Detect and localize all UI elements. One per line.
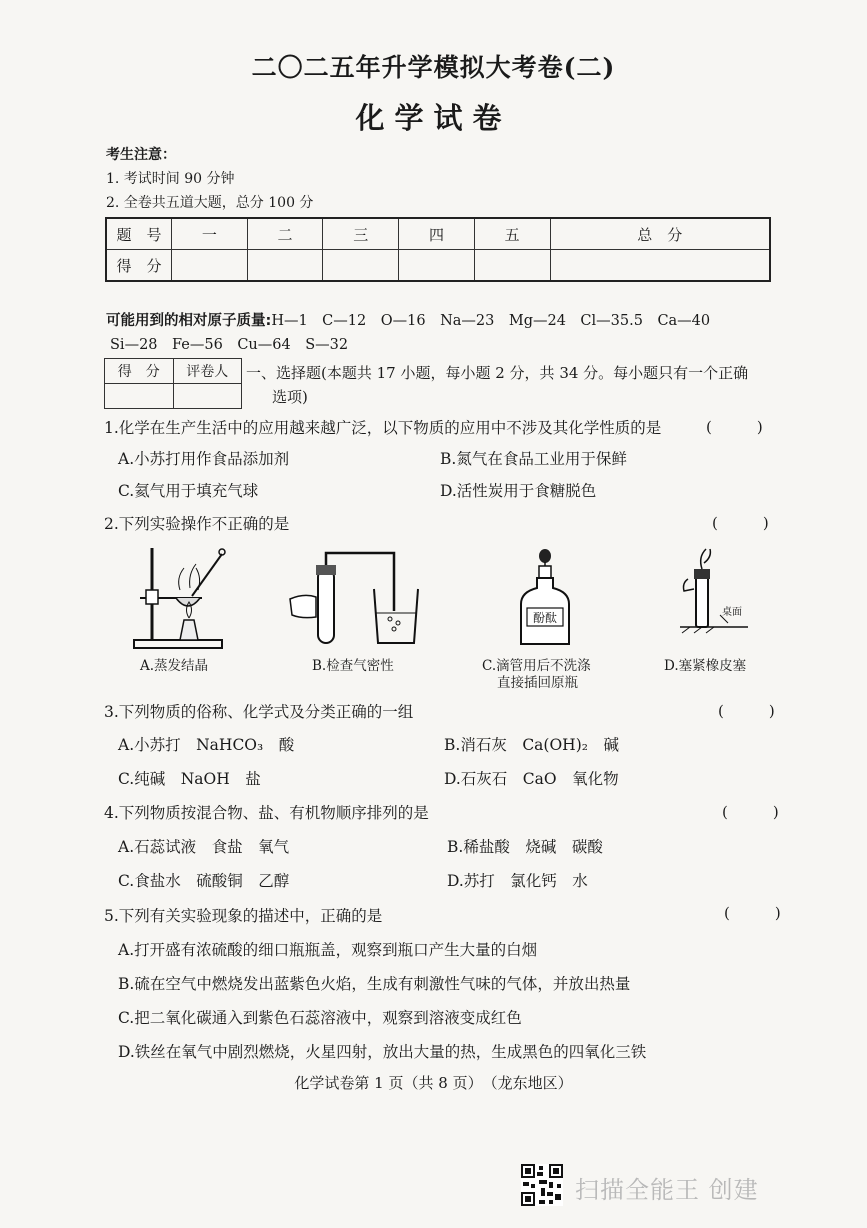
option: A.打开盛有浓硫酸的细口瓶瓶盖，观察到瓶口产生大量的白烟: [118, 941, 538, 959]
section-heading-cont: 选项): [272, 388, 308, 406]
score-table-header: 二: [247, 218, 323, 250]
option: B.消石灰 Ca(OH)₂ 碱: [444, 736, 619, 754]
option: A.小苏打用作食品添加剂: [118, 450, 290, 468]
option: D.铁丝在氧气中剧烈燃烧，火星四射，放出大量的热，生成黑色的四氧化三铁: [118, 1043, 647, 1061]
score-cell: [323, 250, 399, 282]
option: A.小苏打 NaHCO₃ 酸: [118, 736, 295, 754]
figure-caption: A.蒸发结晶: [140, 658, 209, 674]
option: D.苏打 氯化钙 水: [447, 872, 588, 890]
figure-caption: C.滴管用后不洗涤: [482, 658, 591, 674]
grader-score-cell: [105, 384, 174, 409]
option: B.稀盐酸 烧碱 碳酸: [447, 838, 603, 856]
score-cell: [172, 250, 248, 282]
question-stem: 1.化学在生产生活中的应用越来越广泛，以下物质的应用中不涉及其化学性质的是: [104, 419, 662, 437]
dropper-bottle-figure: [515, 548, 575, 648]
scanner-watermark: 扫描全能王 创建: [575, 1176, 759, 1204]
figure-caption: D.塞紧橡皮塞: [664, 658, 747, 674]
atomic-mass-label: 可能用到的相对原子质量:: [106, 313, 272, 329]
grader-table: [104, 358, 242, 409]
answer-blank: ( ): [712, 514, 769, 532]
figure-caption: 直接插回原瓶: [497, 675, 578, 691]
score-cell: [399, 250, 475, 282]
option: A.石蕊试液 食盐 氧气: [118, 838, 290, 856]
option: C.氦气用于填充气球: [118, 482, 259, 500]
option: D.石灰石 CaO 氧化物: [444, 770, 619, 788]
desk-label: 桌面: [722, 607, 742, 618]
option: C.食盐水 硫酸铜 乙醇: [118, 872, 290, 890]
score-table-header: 四: [399, 218, 475, 250]
score-table-header: 题 号: [106, 218, 172, 250]
airtightness-check-figure: [286, 545, 426, 650]
question-stem: 5.下列有关实验现象的描述中，正确的是: [104, 907, 383, 925]
question-stem: 2.下列实验操作不正确的是: [104, 515, 290, 533]
option: B.氮气在食品工业用于保鲜: [440, 450, 627, 468]
answer-blank: ( ): [718, 702, 775, 720]
option: D.活性炭用于食糖脱色: [440, 482, 597, 500]
score-row-label: 得 分: [106, 250, 172, 282]
evaporation-apparatus-figure: [130, 540, 230, 652]
option: C.纯碱 NaOH 盐: [118, 770, 261, 788]
atomic-mass-values: Si—28 Fe—56 Cu—64 S—32: [110, 337, 349, 353]
notice-item: 1. 考试时间 90 分钟: [106, 171, 235, 187]
notice-item: 2. 全卷共五道大题，总分 100 分: [106, 195, 314, 211]
atomic-mass-values: H—1 C—12 O—16 Na—23 Mg—24 Cl—35.5 Ca—40: [271, 313, 711, 329]
qr-code-icon: [521, 1164, 563, 1206]
question-stem: 3.下列物质的俗称、化学式及分类正确的一组: [104, 703, 414, 721]
grader-cell: [173, 384, 242, 409]
grader-label: 评卷人: [173, 359, 242, 384]
bottle-label: 酚酞: [532, 611, 558, 625]
score-cell: [474, 250, 550, 282]
atomic-mass-line: [106, 309, 710, 330]
answer-blank: ( ): [724, 904, 781, 922]
score-table-header: 总 分: [550, 218, 770, 250]
answer-blank: ( ): [706, 418, 763, 436]
score-cell: [247, 250, 323, 282]
option: B.硫在空气中燃烧发出蓝紫色火焰，生成有刺激性气味的气体，并放出热量: [118, 975, 631, 993]
exam-title: 二〇二五年升学模拟大考卷(二): [251, 53, 616, 82]
score-table-header: 三: [323, 218, 399, 250]
rubber-stopper-figure: [676, 545, 756, 650]
page-footer: 化学试卷第 1 页（共 8 页） （龙东地区）: [294, 1074, 573, 1092]
section-heading: 一、选择题(本题共 17 小题，每小题 2 分，共 34 分。每小题只有一个正确: [246, 364, 749, 382]
score-cell: [550, 250, 770, 282]
option: C.把二氧化碳通入到紫色石蕊溶液中，观察到溶液变成红色: [118, 1009, 522, 1027]
subject-title: 化学试卷: [355, 101, 512, 135]
grader-score-label: 得 分: [105, 359, 174, 384]
answer-blank: ( ): [722, 803, 779, 821]
figure-caption: B.检查气密性: [312, 658, 394, 674]
score-table-header: 五: [474, 218, 550, 250]
question-stem: 4.下列物质按混合物、盐、有机物顺序排列的是: [104, 804, 429, 822]
score-table-header: 一: [172, 218, 248, 250]
score-table: [105, 217, 771, 282]
notice-heading: 考生注意：: [106, 147, 176, 163]
